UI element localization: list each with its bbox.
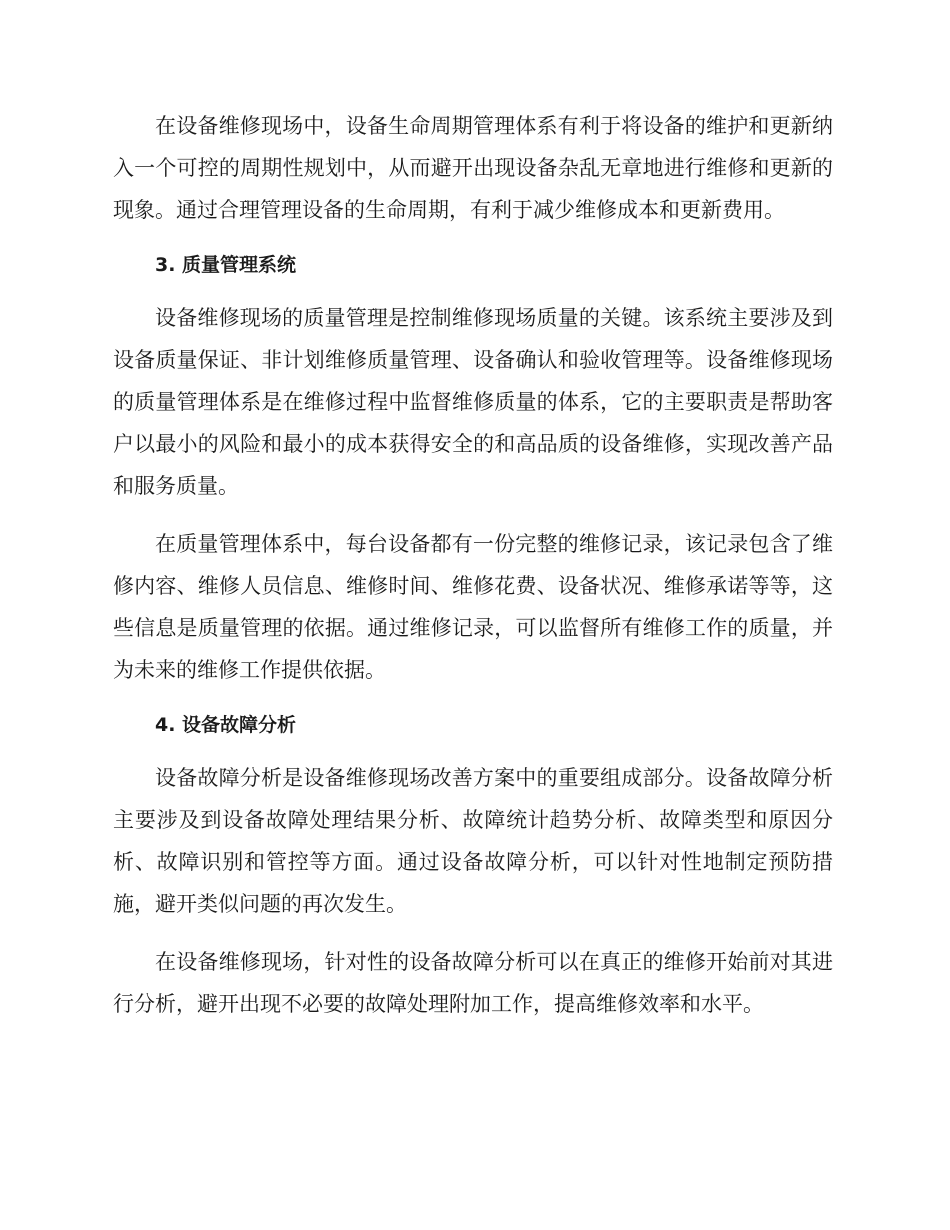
paragraph-maintenance-records: 在质量管理体系中，每台设备都有一份完整的维修记录，该记录包含了维修内容、维修人员信息、维修时间、维修花费、设备状况、维修承诺等等，这些信息是质量管理的依据。通过维修记录，可以监督所有维修工作的质量，并为未来的维修工作提供依据。 bbox=[113, 532, 833, 682]
document-body bbox=[113, 105, 833, 1041]
section-heading-fault-analysis: 4. 设备故障分析 bbox=[155, 714, 297, 736]
paragraph-lifecycle-management: 在设备维修现场中，设备生命周期管理体系有利于将设备的维护和更新纳入一个可控的周期性规划中，从而避开出现设备杂乱无章地进行维修和更新的现象。通过合理管理设备的生命周期，有利于减少维修成本和更新费用。 bbox=[113, 114, 833, 222]
paragraph-quality-management-intro: 设备维修现场的质量管理是控制维修现场质量的关键。该系统主要涉及到设备质量保证、非计划维修质量管理、设备确认和验收管理等。设备维修现场的质量管理体系是在维修过程中监督维修质量的体系，它的主要职责是帮助客户以最小的风险和最小的成本获得安全的和高品质的设备维修，实现改善产品和服务质量。 bbox=[113, 306, 833, 498]
section-heading-quality-management: 3. 质量管理系统 bbox=[155, 254, 297, 276]
paragraph-targeted-fault-analysis: 在设备维修现场，针对性的设备故障分析可以在真正的维修开始前对其进行分析，避开出现不必要的故障处理附加工作，提高维修效率和水平。 bbox=[113, 950, 833, 1016]
paragraph-fault-analysis-intro: 设备故障分析是设备维修现场改善方案中的重要组成部分。设备故障分析主要涉及到设备故障处理结果分析、故障统计趋势分析、故障类型和原因分析、故障识别和管控等方面。通过设备故障分析，可以针对性地制定预防措施，避开类似问题的再次发生。 bbox=[113, 766, 833, 916]
